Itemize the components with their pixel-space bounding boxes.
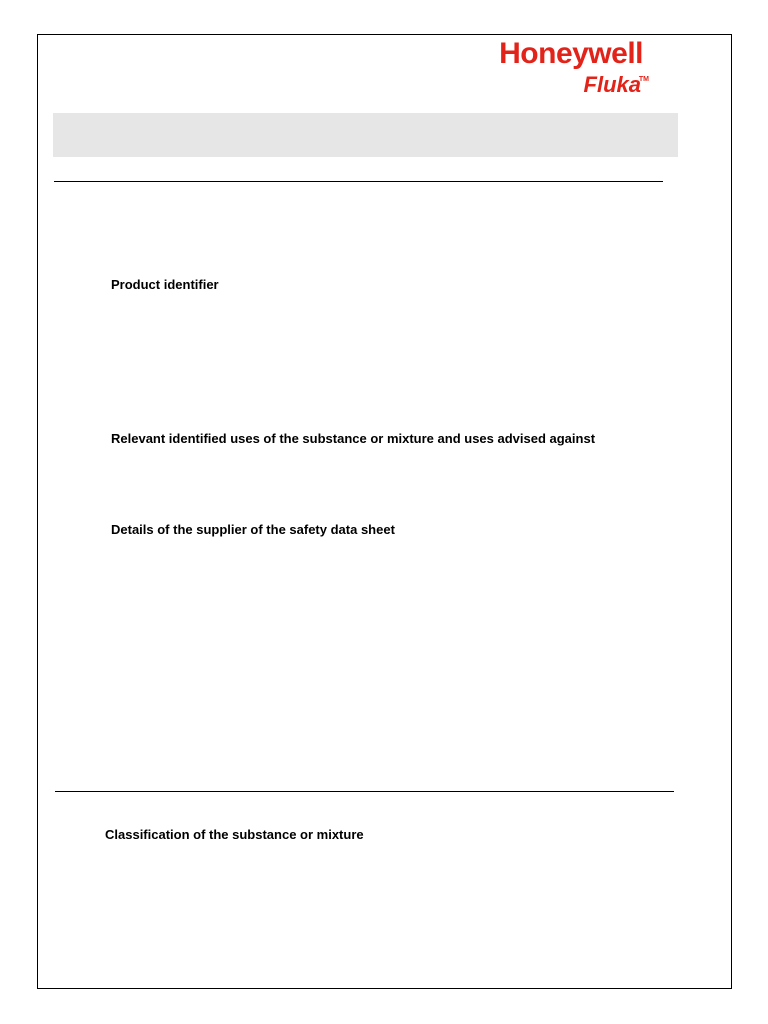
logo-brand-text: Honeywell [499, 37, 643, 70]
subheading-classification: Classification of the substance or mixture [105, 827, 364, 842]
logo-sub-text: Fluka [583, 72, 641, 97]
subheading-supplier-details: Details of the supplier of the safety data sheet [111, 522, 395, 537]
page-border [37, 34, 732, 989]
title-header-bar [53, 113, 678, 157]
section-divider-2 [55, 791, 674, 792]
subheading-product-identifier: Product identifier [111, 277, 219, 292]
honeywell-fluka-logo [484, 36, 659, 100]
subheading-relevant-uses: Relevant identified uses of the substance or mixture and uses advised against [111, 431, 596, 446]
section-divider-1 [54, 181, 663, 182]
logo-trademark: TM [638, 76, 649, 83]
